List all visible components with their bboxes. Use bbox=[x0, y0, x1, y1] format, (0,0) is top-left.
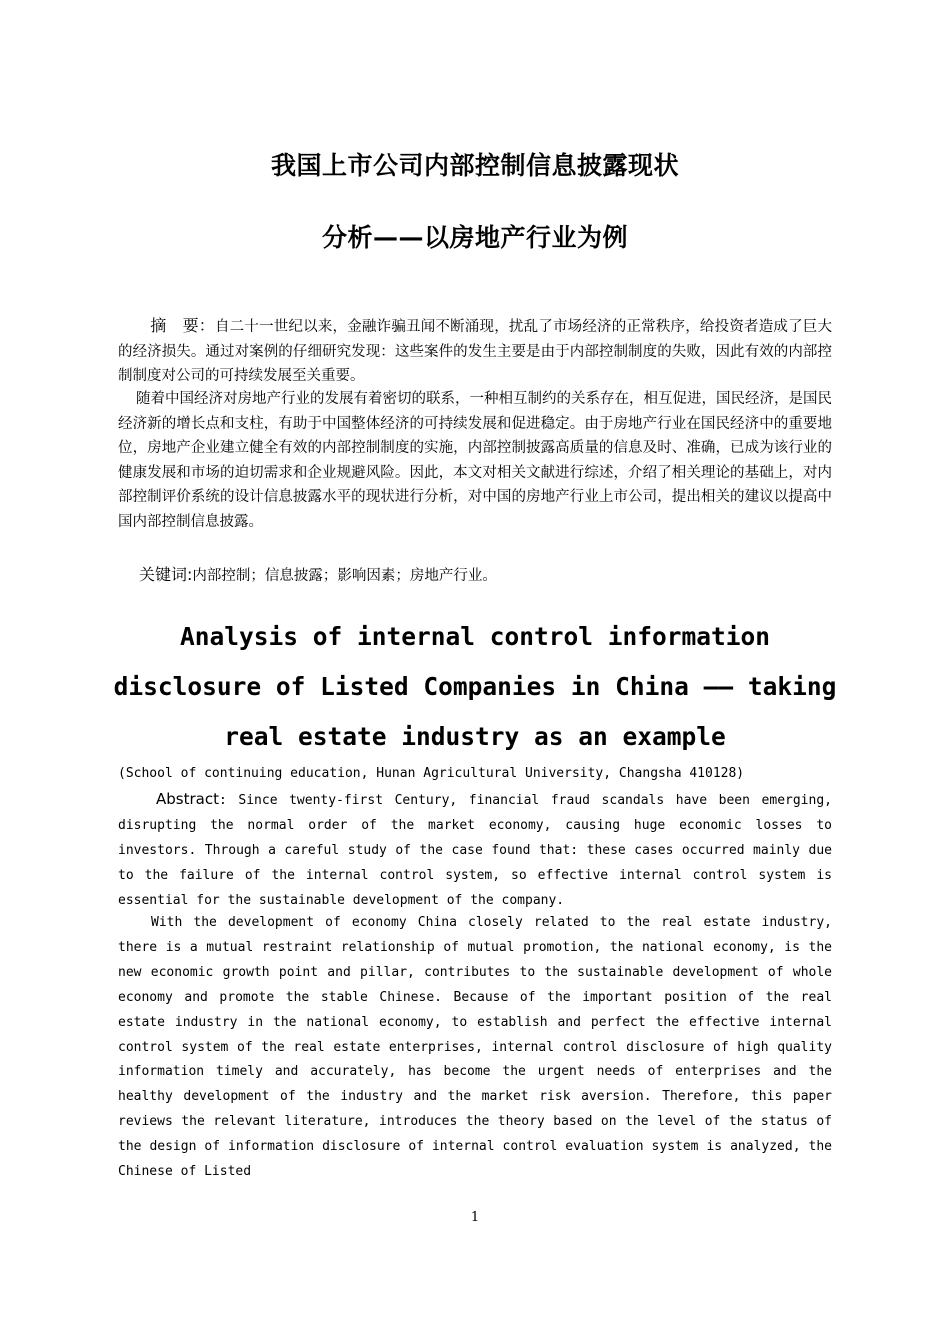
chinese-abstract-label: 摘 要： bbox=[150, 316, 215, 335]
english-abstract-text: : Since twenty-first Century, financial fraud scandals have been emerging, disrupting the normal order of the market economy, causing huge economic losses to investors. Through a careful study of the case found that: these cases occurred mainly due to the failure of the internal control system, so effective internal control system is essential for the sustainable development of the company. bbox=[118, 793, 832, 908]
english-affiliation: (School of continuing education, Hunan Agricultural University, Changsha 410128) bbox=[118, 766, 745, 781]
page-number: 1 bbox=[470, 1210, 480, 1225]
chinese-keywords-text: 内部控制；信息披露；影响因素；房地产行业。 bbox=[192, 568, 497, 584]
english-title-line-3: real estate industry as an example bbox=[224, 722, 726, 751]
chinese-abstract-text: 自二十一世纪以来，金融诈骗丑闻不断涌现，扰乱了市场经济的正常秩序，给投资者造成了巨大的经济损失。通过对案例的仔细研究发现：这些案件的发生主要是由于内部控制制度的失败，因此有效的内部控制制度对公司的可持续发展至关重要。 bbox=[118, 319, 832, 384]
chinese-body-paragraph bbox=[118, 387, 832, 534]
chinese-title-line-2: 分析——以房地产行业为例 bbox=[321, 223, 628, 252]
chinese-title-line-1: 我国上市公司内部控制信息披露现状 bbox=[270, 151, 679, 180]
english-abstract-label: Abstract bbox=[156, 790, 219, 808]
english-title-line-2: disclosure of Listed Companies in China —— taking bbox=[113, 672, 837, 701]
english-title-line-1: Analysis of internal control information bbox=[179, 622, 770, 651]
english-body-paragraph: With the development of economy China closely related to the real estate industry, there is a mutual restraint relationship of mutual promotion, the national economy, is the new economic growth point and pillar, contributes to the sustainable development of whole economy and promote the stable Chinese. Because of the important position of the real estate industry in the national economy, to establish and perfect the effective internal control system of the real estate enterprises, internal control disclosure of high quality information timely and accurately, has become the urgent needs of enterprises and the healthy development of the industry and the market risk aversion. Therefore, this paper reviews the relevant literature, introduces the theory based on the level of the status of the design of information disclosure of internal control evaluation system is analyzed, the Chinese of Listed bbox=[118, 915, 832, 1180]
english-abstract bbox=[118, 787, 832, 914]
chinese-keywords-label: 关键词: bbox=[139, 565, 193, 584]
chinese-keywords bbox=[139, 563, 497, 588]
chinese-body-text: 随着中国经济对房地产行业的发展有着密切的联系，一种相互制约的关系存在，相互促进，国民经济，是国民经济新的增长点和支柱，有助于中国整体经济的可持续发展和促进稳定。由于房地产行业在国民经济中的重要地位，房地产企业建立健全有效的内部控制制度的实施，内部控制披露高质量的信息及时、准确，已成为该行业的健康发展和市场的迫切需求和企业规避风险。因此，本文对相关文献进行综述，介绍了相关理论的基础上，对内部控制评价系统的设计信息披露水平的现状进行分析，对中国的房地产行业上市公司，提出相关的建议以提高中国内部控制信息披露。 bbox=[118, 391, 832, 530]
chinese-abstract bbox=[118, 314, 832, 389]
